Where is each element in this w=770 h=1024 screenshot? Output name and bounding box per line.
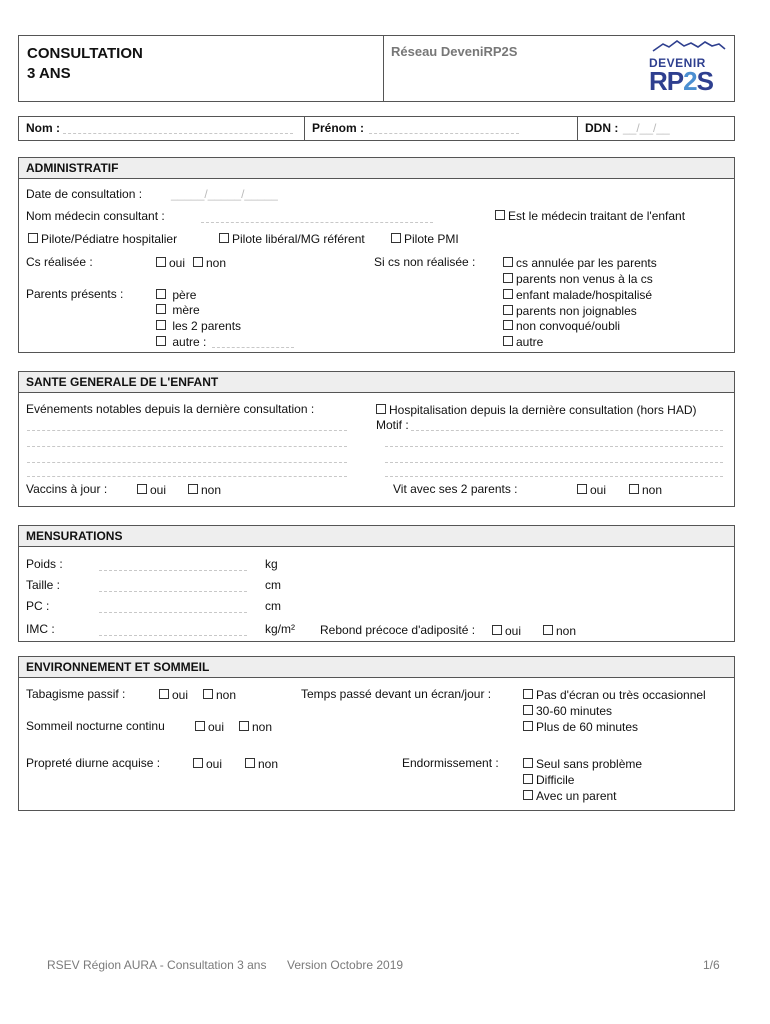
pilote-hosp-checkbox[interactable]: Pilote/Pédiatre hospitalier [28, 232, 177, 247]
form-title-line2: 3 ANS [27, 65, 71, 82]
reason-5[interactable]: non convoqué/oubli [503, 319, 620, 334]
pc-label: PC : [26, 599, 50, 613]
admin-section [18, 157, 735, 353]
checkbox-icon [156, 336, 166, 346]
events-label: Evénements notables depuis la dernière consultation : [26, 402, 315, 416]
cs-non-checkbox[interactable]: non [193, 256, 226, 271]
poids-field[interactable] [99, 570, 247, 571]
prenom-field[interactable] [369, 133, 519, 134]
logo-rp: RP [649, 66, 684, 96]
motif-line-4[interactable] [385, 476, 723, 477]
environnement-section [18, 656, 735, 811]
sante-title: SANTE GENERALE DE L'ENFANT [19, 372, 734, 393]
parent-pere[interactable]: père [156, 288, 196, 303]
rebond-oui-checkbox[interactable]: oui [492, 624, 521, 639]
mensurations-section [18, 525, 735, 642]
pilote-lib-checkbox[interactable]: Pilote libéral/MG référent [219, 232, 365, 247]
imc-unit: kg/m² [265, 622, 295, 636]
form-title-line1: CONSULTATION [27, 45, 143, 62]
proprete-oui-checkbox[interactable]: oui [193, 757, 222, 772]
checkbox-icon [156, 257, 166, 267]
parents-presents-label: Parents présents : [26, 287, 124, 301]
reason-2[interactable]: parents non venus à la cs [503, 272, 653, 287]
header-box [18, 35, 735, 102]
checkbox-icon [503, 305, 513, 315]
endormissement-option-3[interactable]: Avec un parent [523, 789, 617, 804]
motif-label: Motif : [376, 418, 409, 432]
medecin-label: Nom médecin consultant : [26, 209, 165, 223]
ecran-option-1[interactable]: Pas d'écran ou très occasionnel [523, 688, 706, 703]
endormissement-option-1[interactable]: Seul sans problème [523, 757, 642, 772]
parent-mere[interactable]: mère [156, 303, 200, 318]
pc-unit: cm [265, 599, 281, 613]
cs-oui-checkbox[interactable]: oui [156, 256, 185, 271]
environnement-title: ENVIRONNEMENT ET SOMMEIL [19, 657, 734, 678]
medecin-field[interactable] [201, 222, 433, 223]
vaccins-oui-checkbox[interactable]: oui [137, 483, 166, 498]
vaccins-non-checkbox[interactable]: non [188, 483, 221, 498]
motif-line-1[interactable] [411, 430, 723, 431]
checkbox-icon [503, 320, 513, 330]
events-line-3[interactable] [27, 462, 347, 463]
reason-6[interactable]: autre [503, 335, 543, 350]
cs-realisee-label: Cs réalisée : [26, 255, 93, 269]
checkbox-icon [195, 721, 205, 731]
taille-label: Taille : [26, 578, 61, 592]
identity-divider-2 [577, 117, 578, 140]
imc-label: IMC : [26, 622, 55, 636]
checkbox-icon [376, 404, 386, 414]
sommeil-label: Sommeil nocturne continu [26, 719, 165, 733]
checkbox-icon [188, 484, 198, 494]
logo-devenir-text: DEVENIR [649, 56, 706, 70]
tabac-label: Tabagisme passif : [26, 687, 126, 701]
endormissement-option-2[interactable]: Difficile [523, 773, 574, 788]
checkbox-icon [523, 721, 533, 731]
checkbox-icon [245, 758, 255, 768]
sommeil-oui-checkbox[interactable]: oui [195, 720, 224, 735]
ddn-field[interactable]: __/__/__ [623, 121, 670, 135]
admin-title: ADMINISTRATIF [19, 158, 734, 179]
hospitalisation-checkbox[interactable]: Hospitalisation depuis la dernière consultation (hors HAD) [376, 403, 697, 418]
checkbox-icon [28, 233, 38, 243]
reason-4[interactable]: parents non joignables [503, 304, 637, 319]
checkbox-icon [523, 758, 533, 768]
logo-rp2s-text [649, 66, 713, 96]
events-line-1[interactable] [27, 430, 347, 431]
endormissement-label: Endormissement : [402, 756, 499, 770]
vaccins-label: Vaccins à jour : [26, 482, 108, 496]
reason-3[interactable]: enfant malade/hospitalisé [503, 288, 652, 303]
vit-non-checkbox[interactable]: non [629, 483, 662, 498]
checkbox-icon [495, 210, 505, 220]
checkbox-icon [577, 484, 587, 494]
checkbox-icon [523, 790, 533, 800]
form-title [27, 44, 143, 84]
identity-box [18, 116, 735, 141]
devenir-logo [647, 38, 731, 98]
parent-les-2[interactable]: les 2 parents [156, 319, 241, 334]
ecran-option-3[interactable]: Plus de 60 minutes [523, 720, 638, 735]
reason-1[interactable]: cs annulée par les parents [503, 256, 657, 271]
pilote-pmi-checkbox[interactable]: Pilote PMI [391, 232, 459, 247]
checkbox-icon [503, 257, 513, 267]
footer-left: RSEV Région AURA - Consultation 3 ans [47, 958, 267, 972]
motif-line-3[interactable] [385, 462, 723, 463]
proprete-non-checkbox[interactable]: non [245, 757, 278, 772]
mensurations-title: MENSURATIONS [19, 526, 734, 547]
checkbox-icon [239, 721, 249, 731]
date-consultation-field[interactable]: _____/_____/_____ [171, 187, 278, 201]
poids-label: Poids : [26, 557, 63, 571]
events-line-2[interactable] [27, 446, 347, 447]
checkbox-icon [203, 689, 213, 699]
ecran-option-2[interactable]: 30-60 minutes [523, 704, 612, 719]
motif-line-2[interactable] [385, 446, 723, 447]
header-divider [383, 36, 384, 101]
network-name: Réseau DeveniRP2S [391, 44, 518, 59]
taille-field[interactable] [99, 591, 247, 592]
vit-label: Vit avec ses 2 parents : [393, 482, 518, 496]
taille-unit: cm [265, 578, 281, 592]
events-line-4[interactable] [27, 476, 347, 477]
logo-2: 2 [683, 66, 697, 96]
checkbox-icon [492, 625, 502, 635]
ecran-label: Temps passé devant un écran/jour : [301, 687, 492, 701]
vit-oui-checkbox[interactable]: oui [577, 483, 606, 498]
checkbox-icon [503, 289, 513, 299]
tabac-oui-checkbox[interactable]: oui [159, 688, 188, 703]
checkbox-icon [156, 304, 166, 314]
checkbox-icon [193, 758, 203, 768]
checkbox-icon [137, 484, 147, 494]
checkbox-icon [391, 233, 401, 243]
checkbox-icon [156, 320, 166, 330]
checkbox-icon [629, 484, 639, 494]
footer-version: Version Octobre 2019 [287, 958, 404, 972]
rebond-non-checkbox[interactable]: non [543, 624, 576, 639]
checkbox-icon [523, 774, 533, 784]
checkbox-icon [523, 689, 533, 699]
si-non-label: Si cs non réalisée : [374, 255, 476, 269]
ddn-label: DDN : [585, 121, 619, 135]
checkbox-icon [503, 273, 513, 283]
tabac-non-checkbox[interactable]: non [203, 688, 236, 703]
checkbox-icon [193, 257, 203, 267]
identity-divider-1 [304, 117, 305, 140]
checkbox-icon [503, 336, 513, 346]
logo-s: S [696, 66, 713, 96]
checkbox-icon [159, 689, 169, 699]
sommeil-non-checkbox[interactable]: non [239, 720, 272, 735]
imc-field[interactable] [99, 635, 247, 636]
sante-section [18, 371, 735, 507]
pc-field[interactable] [99, 612, 247, 613]
checkbox-icon [543, 625, 553, 635]
poids-unit: kg [265, 557, 278, 571]
parent-autre[interactable]: autre : [156, 335, 206, 350]
nom-label: Nom : [26, 121, 60, 135]
date-consultation-label: Date de consultation : [26, 187, 143, 201]
prenom-label: Prénom : [312, 121, 365, 135]
checkbox-icon [523, 705, 533, 715]
checkbox-icon [156, 289, 166, 299]
footer-page: 1/6 [703, 958, 720, 972]
checkbox-icon [219, 233, 229, 243]
proprete-label: Propreté diurne acquise : [26, 756, 161, 770]
nom-field[interactable] [63, 133, 293, 134]
rebond-label: Rebond précoce d'adiposité : [320, 623, 476, 637]
mountain-logo-icon [651, 38, 727, 54]
traitant-checkbox[interactable]: Est le médecin traitant de l'enfant [495, 209, 685, 224]
parent-autre-field[interactable] [212, 347, 294, 348]
